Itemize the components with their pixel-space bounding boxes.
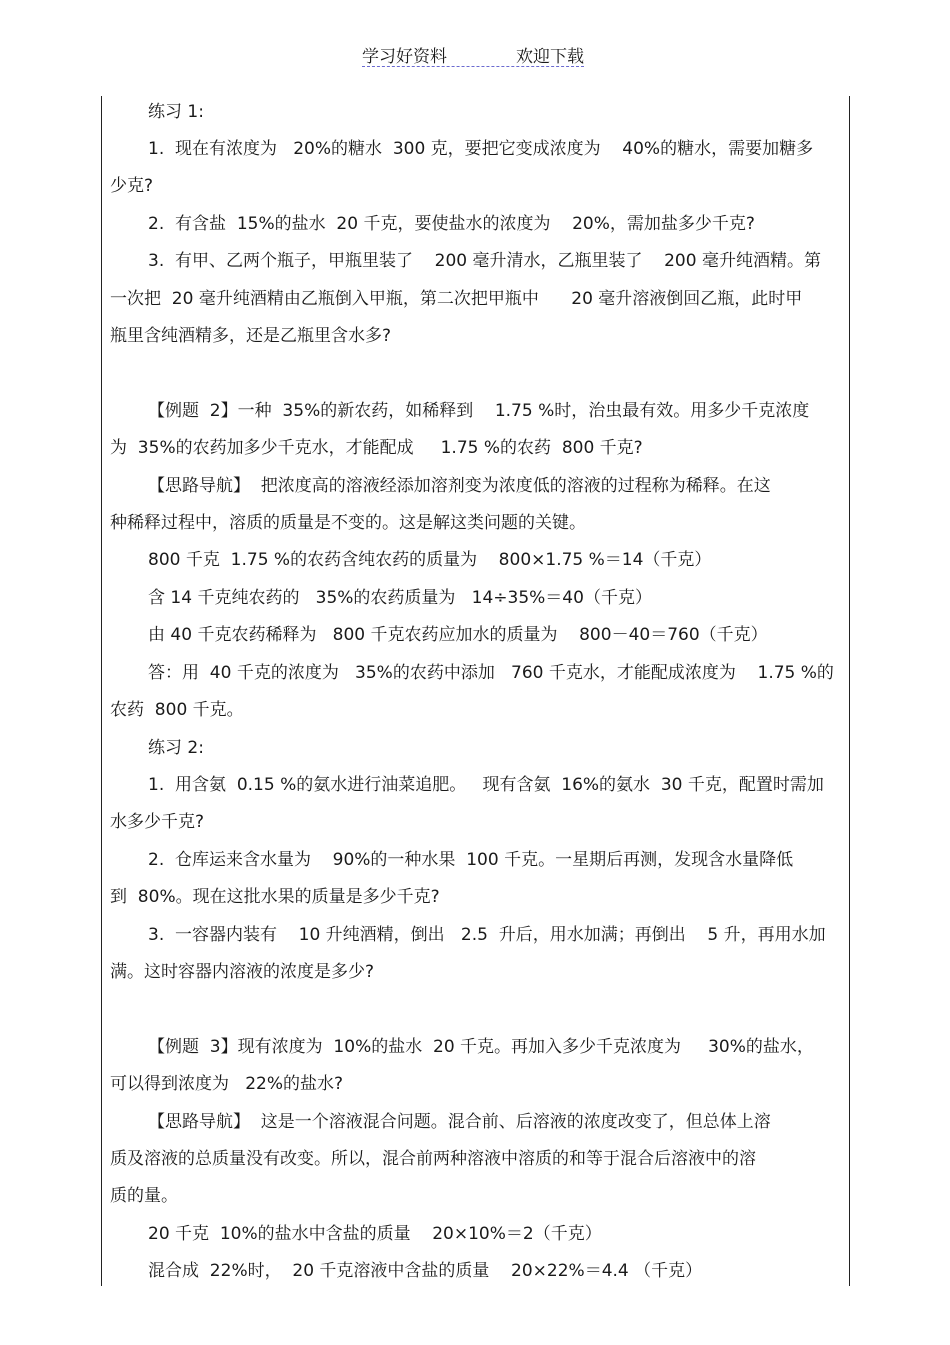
example-3-step-2: 混合成 22%时， 20 千克溶液中含盐的质量 20×22%＝4.4 （千克）	[148, 1261, 703, 1281]
example-2-answer-line-2: 农药 800 千克。	[110, 700, 244, 720]
exercise-2-q2-line-1: 2. 仓库运来含水量为 90%的一种水果 100 千克。一星期后再测，发现含水量降低	[148, 850, 794, 870]
example-3-hint-line-3: 质的量。	[110, 1186, 178, 1206]
example-2-step-2: 含 14 千克纯农药的 35%的农药质量为 14÷35%＝40（千克）	[148, 588, 652, 608]
example-3-line-1: 【例题 3】现有浓度为 10%的盐水 20 千克。再加入多少千克浓度为 30%的盐水，	[148, 1037, 814, 1057]
exercise-1-q1-line-1: 1. 现在有浓度为 20%的糖水 300 克，要把它变成浓度为 40%的糖水，需要加糖多	[148, 139, 814, 159]
example-3-line-2: 可以得到浓度为 22%的盐水?	[110, 1074, 344, 1094]
example-2-hint-line-1: 【思路导航】 把浓度高的溶液经添加溶剂变为浓度低的溶液的过程称为稀释。在这	[148, 476, 771, 496]
exercise-2-q3-line-1: 3. 一容器内装有 10 升纯酒精，倒出 2.5 升后，用水加满；再倒出 5 升，再用水加	[148, 925, 826, 945]
exercise-1-q3-line-2: 一次把 20 毫升纯酒精由乙瓶倒入甲瓶，第二次把甲瓶中 20 毫升溶液倒回乙瓶，此时甲	[110, 289, 803, 309]
page-header	[362, 40, 584, 67]
example-2-line-1: 【例题 2】一种 35%的新农药，如稀释到 1.75 %时，治虫最有效。用多少千克浓度	[148, 401, 810, 421]
example-3-step-1: 20 千克 10%的盐水中含盐的质量 20×10%＝2（千克）	[148, 1224, 602, 1244]
left-border-line	[101, 96, 102, 1286]
exercise-1-q3-line-1: 3. 有甲、乙两个瓶子，甲瓶里装了 200 毫升清水，乙瓶里装了 200 毫升纯酒精。第	[148, 251, 821, 271]
example-2-line-2: 为 35%的农药加多少千克水，才能配成 1.75 %的农药 800 千克?	[110, 438, 643, 458]
exercise-2-q2-line-2: 到 80%。现在这批水果的质量是多少千克?	[110, 887, 440, 907]
exercise-1-q3-line-3: 瓶里含纯酒精多，还是乙瓶里含水多?	[110, 326, 392, 346]
example-3-hint-line-2: 质及溶液的总质量没有改变。所以，混合前两种溶液中溶质的和等于混合后溶液中的溶	[110, 1149, 756, 1169]
example-2-step-3: 由 40 千克农药稀释为 800 千克农药应加水的质量为 800－40＝760（千克）	[148, 625, 768, 645]
example-2-step-1: 800 千克 1.75 %的农药含纯农药的质量为 800×1.75 %＝14（千克）	[148, 550, 712, 570]
header-right-text: 欢迎下载	[516, 47, 584, 67]
right-border-line	[849, 96, 850, 1286]
example-2-hint-line-2: 种稀释过程中，溶质的质量是不变的。这是解这类问题的关键。	[110, 513, 586, 533]
exercise-1-q1-line-2: 少克?	[110, 176, 154, 196]
header-left-text: 学习好资料	[362, 47, 447, 67]
example-2-answer-line-1: 答：用 40 千克的浓度为 35%的农药中添加 760 千克水，才能配成浓度为 1.75 %的	[148, 663, 834, 683]
exercise-2-q1-line-1: 1. 用含氨 0.15 %的氨水进行油菜追肥。 现有含氨 16%的氨水 30 千克，配置时需加	[148, 775, 824, 795]
exercise-2-heading: 练习 2:	[148, 738, 204, 758]
exercise-1-heading: 练习 1:	[148, 102, 204, 122]
exercise-2-q1-line-2: 水多少千克?	[110, 812, 205, 832]
example-3-hint-line-1: 【思路导航】 这是一个溶液混合问题。混合前、后溶液的浓度改变了，但总体上溶	[148, 1112, 771, 1132]
exercise-1-q2: 2. 有含盐 15%的盐水 20 千克，要使盐水的浓度为 20%，需加盐多少千克?	[148, 214, 755, 234]
exercise-2-q3-line-2: 满。这时容器内溶液的浓度是多少?	[110, 962, 375, 982]
